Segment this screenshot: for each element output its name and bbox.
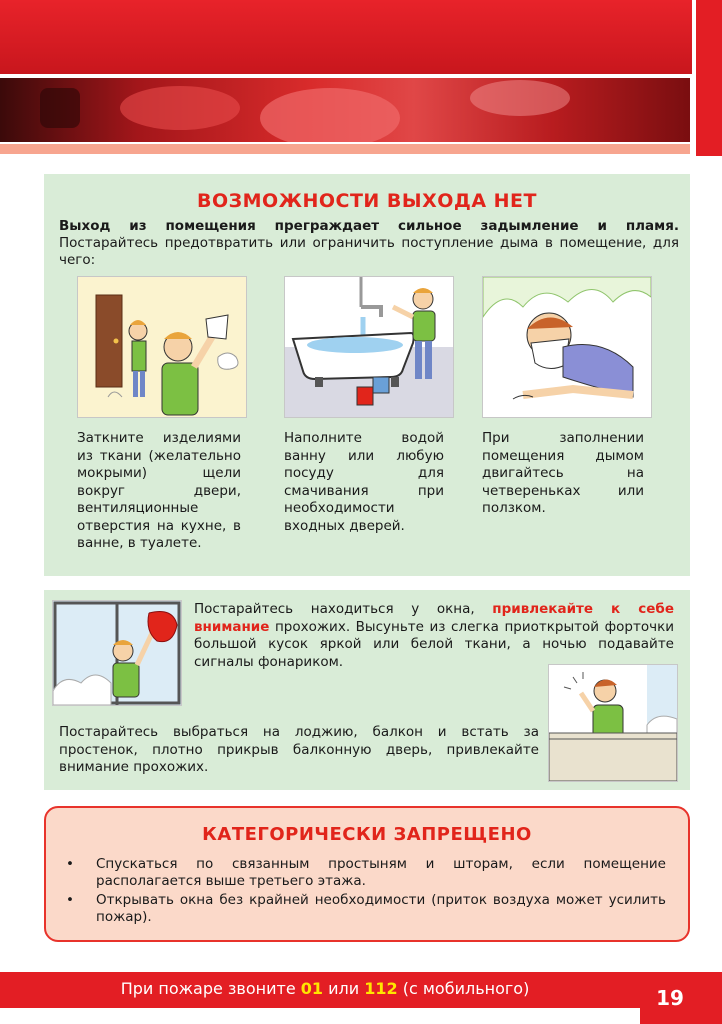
caption-fill-bath: Наполните водой ванну или любую посуду для смачивания при необходимости входных дверей. (284, 430, 444, 534)
fill-bath-art (285, 277, 453, 417)
illustration-seal-door (77, 276, 247, 418)
header-red-band (0, 0, 692, 74)
attract-attention-highlight: привлекайте к себе внимание (194, 601, 674, 635)
header-photo-art (0, 78, 690, 142)
footer-text-1: При пожаре звоните (120, 979, 301, 998)
no-exit-title: ВОЗМОЖНОСТИ ВЫХОДА НЕТ (197, 190, 537, 212)
forbidden-title: КАТЕГОРИЧЕСКИ ЗАПРЕЩЕНО (202, 824, 532, 845)
no-exit-lead (59, 218, 679, 269)
emergency-call-line (0, 972, 650, 1006)
bullet-icon: • (66, 892, 74, 908)
crawl-art (483, 277, 651, 417)
footer-band (0, 972, 690, 1008)
balcony-art (549, 665, 677, 781)
header-fire-photo (0, 78, 690, 142)
window-text-1: Постарайтесь находиться у окна, (194, 601, 493, 617)
window-art (53, 601, 181, 705)
header-stripe (0, 144, 690, 154)
illustration-window (52, 600, 182, 706)
page-number-box (640, 972, 722, 1024)
illustration-fill-bath (284, 276, 454, 418)
forbidden-panel (44, 806, 690, 942)
caption-seal-door: Заткните изделиями из ткани (желательно мокрыми) щели вокруг двери, вентиляционные отверстия на кухне, в ванне, в туалете. (77, 430, 241, 551)
bullet-icon: • (66, 856, 74, 872)
balcony-paragraph: Постарайтесь выбраться на лоджию, балкон и встать за простенок, плотно прикрыв балконную дверь, привлекайте внимание прохожих. (59, 724, 539, 775)
caption-crawl: При заполнении помещения дымом двигайтесь на четвереньках или ползком. (482, 430, 644, 516)
window-text-2: прохожих. Высуньте из слегка приоткрытой форточки большой кусок яркой или белой ткани, а ночью подавайте сигналы фонариком. (194, 618, 674, 670)
forbidden-item-text: Спускаться по связанным простыням и шторам, если помещение располагается выше третьего этажа. (96, 856, 666, 889)
no-exit-panel (44, 174, 690, 576)
no-exit-lead-text: Постарайтесь предотвратить или ограничить поступление дыма в помещение, для чего: (59, 235, 679, 268)
seal-door-art (78, 277, 246, 417)
forbidden-item-text: Открывать окна без крайней необходимости (приток воздуха может усилить пожар). (96, 892, 666, 925)
window-paragraph (194, 601, 674, 671)
no-exit-lead-bold: Выход из помещения преграждает сильное задымление и пламя. (59, 218, 679, 234)
page-number: 19 (656, 986, 684, 1010)
footer-text-2: или (323, 979, 365, 998)
emergency-number-112: 112 (364, 979, 398, 998)
illustration-crawl (482, 276, 652, 418)
header-side-tab (696, 0, 722, 156)
footer-text-3: (с мобильного) (397, 979, 530, 998)
window-balcony-panel (44, 590, 690, 790)
illustration-balcony (548, 664, 678, 782)
emergency-number-01: 01 (300, 979, 324, 998)
